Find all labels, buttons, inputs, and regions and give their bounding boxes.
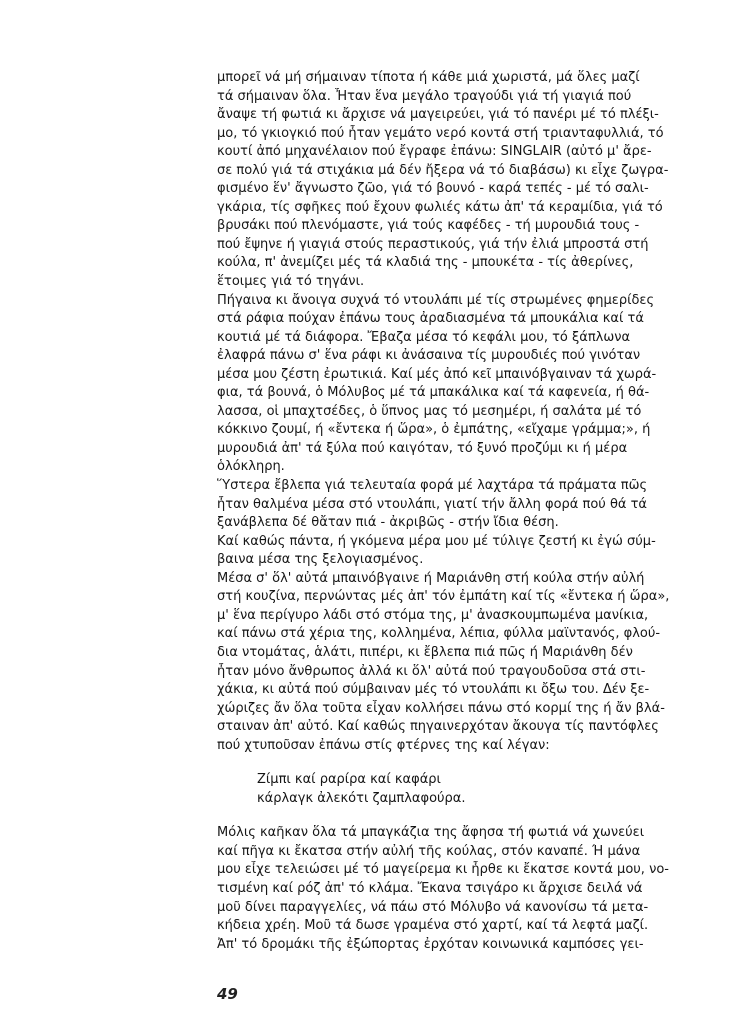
text-line: μο, τό γκιογκιό πού ἦταν γεμάτο νερό κοντά στή τριανταφυλλιά, τό [217,125,664,141]
text-line: κούλα, π' ἀνεμίζει μές τά κλαδιά της - μπουκέτα - τίς ἀθερίνες, [217,255,634,271]
text-line: Μόλις καῆκαν ὅλα τά μπαγκάζια της ἄφησα τή φωτιά νά χωνεύει [217,825,645,841]
text-line: ἦταν μόνο ἄνθρωπος ἀλλά κι ὅλ' αὐτά πού τραγουδοῦσα στά στι- [217,663,646,679]
page-number: 49 [217,985,238,1003]
text-line: κόκκινο ζουμί, ή «ἔντεκα ή ὥρα», ὁ ἐμπάτης, «εἴχαμε γράμμα;», ή [217,422,651,438]
text-line: γκάρια, τίς σφῆκες πού ἔχουν φωλιές κάτω ἀπ' τά κεραμίδια, γιά τό [217,199,663,215]
text-line: βρυσάκι πού πλενόμαστε, γιά τούς καφέδες - τή μυρουδιά τους - [217,218,640,234]
text-line: ἦταν θαλμένα μέσα στό ντουλάπι, γιατί τήν ἄλλη φορά πού θά τά [217,496,647,512]
text-line: ἐλαφρά πάνω σ' ἕνα ράφι κι ἀνάσαινα τίς μυρουδιές πού γινόταν [217,348,641,364]
text-line: χάκια, κι αὐτά πού σύμβαιναν μές τό ντουλάπι κι ὄξω του. Δέν ξε- [217,682,650,698]
text-line: ἕτοιμες γιά τό τηγάνι. [217,274,365,290]
text-line: φια, τά βουνά, ὁ Μόλυβος μέ τά μπακάλικα καί τά καφενεία, ή θά- [217,385,650,401]
text-line: στά ράφια πούχαν ἐπάνω τους ἀραδιασμένα τά μπουκάλια καί τά [217,311,644,327]
text-line: μοῦ δίνει παραγγελίες, νά πάω στό Μόλυβο νά κανονίσω τά μετα- [217,899,649,915]
text-line: βαινα μέσα της ξελογιασμένος. [217,552,424,568]
text-line: καί πῆγα κι ἔκατσα στήν αὐλή τῆς κούλας, στόν καναπέ. Ή μάνα [217,843,641,859]
text-line: κήδεια χρέη. Μοῦ τά δωσε γραμένα στό χαρτί, καί τά λεφτά μαζί. [217,918,649,934]
text-line: μυρουδιά ἀπ' τά ξύλα πού καιγόταν, τό ξυνό προζύμι κι ή μέρα [217,440,628,456]
text-line: Ὕστερα ἔβλεπα γιά τελευταία φορά μέ λαχτάρα τά πράματα πῶς [217,478,648,494]
text-line: ὁλόκληρη. [217,459,285,475]
text-line: πού χτυποῦσαν ἐπάνω στίς φτέρνες της καί λέγαν: [217,737,550,753]
text-line: τά σήμαιναν ὅλα. Ἦταν ἕνα μεγάλο τραγούδι γιά τή γιαγιά πού [217,88,632,104]
text-line: κάρλαγκ ἀλεκότι ζαμπλαφούρα. [257,790,466,806]
spacer [217,755,725,771]
text-line: μ' ἕνα περίγυρο λάδι στό στόμα της, μ' ἀνασκουμπωμένα μανίκια, [217,607,649,623]
song-verse [217,771,725,808]
page-body [217,69,725,954]
text-line: σταιναν ἀπ' αὐτό. Καί καθώς πηγαινερχόταν ἄκουγα τίς παντόφλες [217,719,659,735]
spacer [217,808,725,824]
text-line: φισμένο ἕν' ἄγνωστο ζῶο, γιά τό βουνό - καρά τεπές - μέ τό σαλι- [217,181,649,197]
closing-text [217,824,725,954]
text-line: κουτιά μέ τά διάφορα. Ἔβαζα μέσα τό κεφάλι μου, τό ξάπλωνα [217,329,631,345]
text-line: Καί καθώς πάντα, ή γκόμενα μέρα μου μέ τύλιγε ζεστή κι ἐγώ σύμ- [217,533,656,549]
text-line: δια ντομάτας, ἁλάτι, πιπέρι, κι ἔβλεπα πιά πῶς ή Μαριάνθη δέν [217,644,633,660]
text-line: Μέσα σ' ὅλ' αὐτά μπαινόβγαινε ή Μαριάνθη στή κούλα στήν αὐλή [217,570,645,586]
text-line: σε πολύ γιά τά στιχάκια μά δέν ἤξερα νά τό διαβάσω) κι εἶχε ζωγρα- [217,162,669,178]
text-line: Πήγαινα κι ἄνοιγα συχνά τό ντουλάπι μέ τίς στρωμένες φημερίδες [217,292,655,308]
text-line: χώριζες ἄν ὅλα τοῦτα εἶχαν κολλήσει πάνω στό κορμί της ή ἄν βλά- [217,700,665,716]
text-line: ξανάβλεπα δέ θἄταν πιά - ἀκριβῶς - στήν ἴδια θέση. [217,515,559,531]
text-line: στή κουζίνα, περνώντας μές ἀπ' τόν ἐμπάτη καί τίς «ἔντεκα ή ὥρα», [217,589,670,605]
text-line: Ζίμπι καί ραρίρα καί καφάρι [257,772,441,788]
text-line: Ἀπ' τό δρομάκι τῆς ἐξώπορτας ἐρχόταν κοινωνικά καμπόσες γει- [217,936,644,952]
text-line: καί πάνω στά χέρια της, κολλημένα, λέπια, φύλλα μαϊντανός, φλού- [217,626,661,642]
text-line: μου εἶχε τελειώσει μέ τό μαγείρεμα κι ἦρθε κι ἔκατσε κοντά μου, νο- [217,862,669,878]
text-line: πού ἔψηνε ή γιαγιά στούς περαστικούς, γιά τήν ἐλιά μπροστά στή [217,236,649,252]
text-line: τισμένη καί ρόζ ἀπ' τό κλάμα. Ἔκανα τσιγάρο κι ἄρχισε δειλά νά [217,880,643,896]
text-line: μέσα μου ζέστη ἐρωτικιά. Καί μές ἀπό κεῖ μπαινόβγαιναν τά χωρά- [217,366,657,382]
main-text [217,69,725,755]
text-line: ἄναψε τή φωτιά κι ἄρχισε νά μαγειρεύει, γιά τό πανέρι μέ τό πλέξι- [217,107,659,123]
text-line: κουτί ἀπό μηχανέλαιον πού ἔγραφε ἐπάνω: SINGLAIR (αὐτό μ' ἄρε- [217,144,652,160]
text-line: μπορεῖ νά μή σήμαιναν τίποτα ή κάθε μιά χωριστά, μά ὅλες μαζί [217,70,640,85]
text-line: λασσα, οἱ μπαχτσέδες, ὁ ὕπνος μας τό μεσημέρι, ή σαλάτα μέ τό [217,403,642,419]
